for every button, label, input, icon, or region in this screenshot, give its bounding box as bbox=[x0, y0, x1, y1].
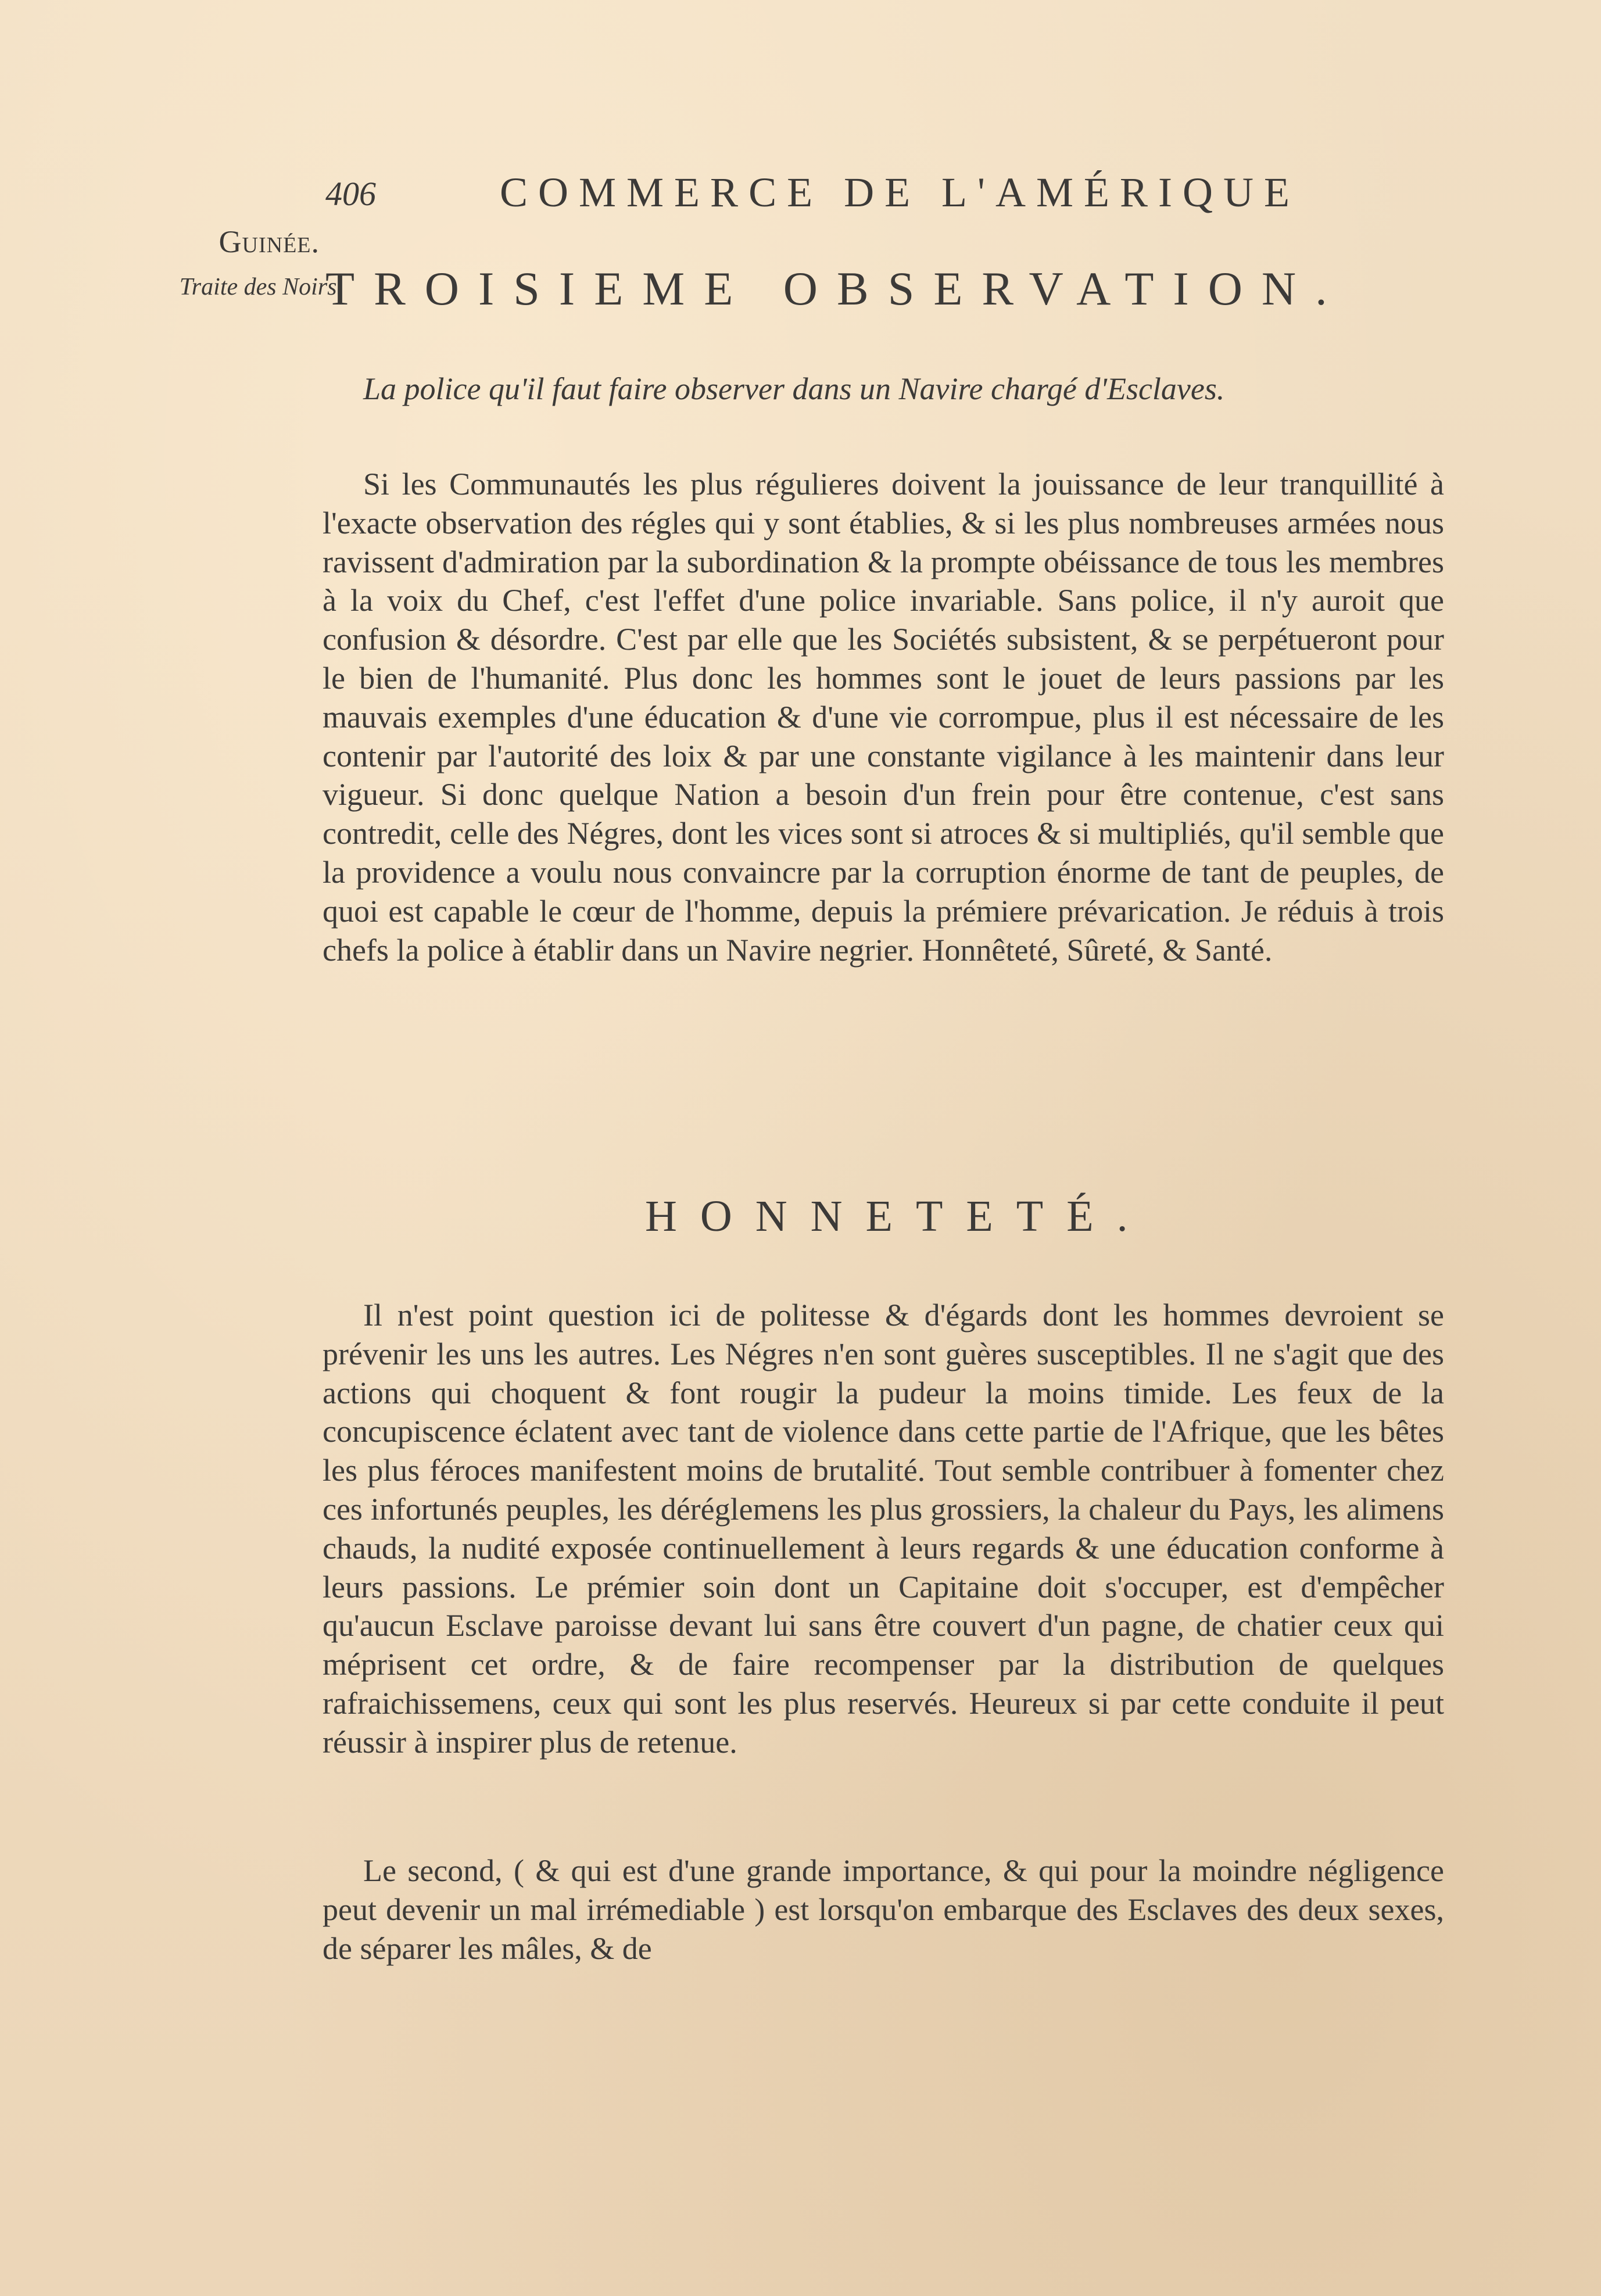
paragraph-1: Si les Communautés les plus régulieres doivent la jouissance de leur tranquillité à l'exacte observation des régles qui y sont établies, & si les plus nombreuses armées nous ravissent d'admiration par la subordination & la prompte obéissance de tous les membres à la voix du Chef, c'est l'effet d'une police invariable. Sans police, il n'y auroit que confusion & désordre. C'est par elle que les Sociétés subsistent, & se perpétueront pour le bien de l'humanité. Plus donc les hommes sont le jouet de leurs passions par les mauvais exemples d'une éducation & d'une vie corrompue, plus il est nécessaire de les contenir par l'autorité des loix & par une constante vigilance à les maintenir dans leur vigueur. Si donc quelque Nation a besoin d'un frein pour être contenue, c'est sans contredit, celle des Négres, dont les vices sont si atroces & si multipliés, qu'il semble que la providence a voulu nous convaincre par la corruption énorme de tant de peuples, de quoi est capable le cœur de l'homme, depuis la prémiere prévarication. Je réduis à trois chefs la police à établir dans un Navire negrier. Honnêteté, Sûreté, & Santé. bbox=[323, 467, 1444, 968]
running-head: COMMERCE DE L'AMÉRIQUE bbox=[500, 169, 1300, 216]
subheading-honnetete: HONNETETÉ. bbox=[645, 1192, 1151, 1241]
page-header bbox=[325, 169, 1430, 221]
section-subtitle: La police qu'il faut faire observer dans un Navire chargé d'Esclaves. bbox=[363, 371, 1225, 406]
paragraph-3: Le second, ( & qui est d'une grande importance, & qui pour la moindre négligence peut devenir un mal irrémediable ) est lorsqu'on embarque des Esclaves des deux sexes, de séparer les mâles, & de bbox=[323, 1853, 1444, 1966]
section-title: TROISIEME OBSERVATION. bbox=[325, 262, 1346, 315]
paragraph-2: Il n'est point question ici de politesse & d'égards dont les hommes devroient se prévenir les uns les autres. Les Négres n'en sont guères susceptibles. Il ne s'agit que des actions qui choquent & font rougir la pudeur la moins timide. Les feux de la concupiscence éclatent avec tant de violence dans cette partie de l'Afrique, que les bêtes les plus féroces manifestent moins de brutalité. Tout semble contribuer à fomenter chez ces infortunés peuples, les déréglemens les plus grossiers, la chaleur du Pays, les alimens chauds, la nudité exposée continuellement à leurs regards & une éducation conforme à leurs passions. Le prémier soin dont un Capitaine doit s'occuper, est d'empêcher qu'aucun Esclave paroisse devant lui sans être couvert d'un pagne, de chatier ceux qui méprisent cet ordre, & de faire recompenser par la distribution de quelques rafraichissemens, ceux qui sont les plus reservés. Heureux si par cette conduite il peut réussir à inspirer plus de retenue. bbox=[323, 1298, 1444, 1760]
page-number: 406 bbox=[325, 175, 376, 213]
margin-note-region: Guinée. bbox=[219, 224, 320, 259]
margin-note-subject: Traite des Noirs. bbox=[179, 274, 343, 300]
